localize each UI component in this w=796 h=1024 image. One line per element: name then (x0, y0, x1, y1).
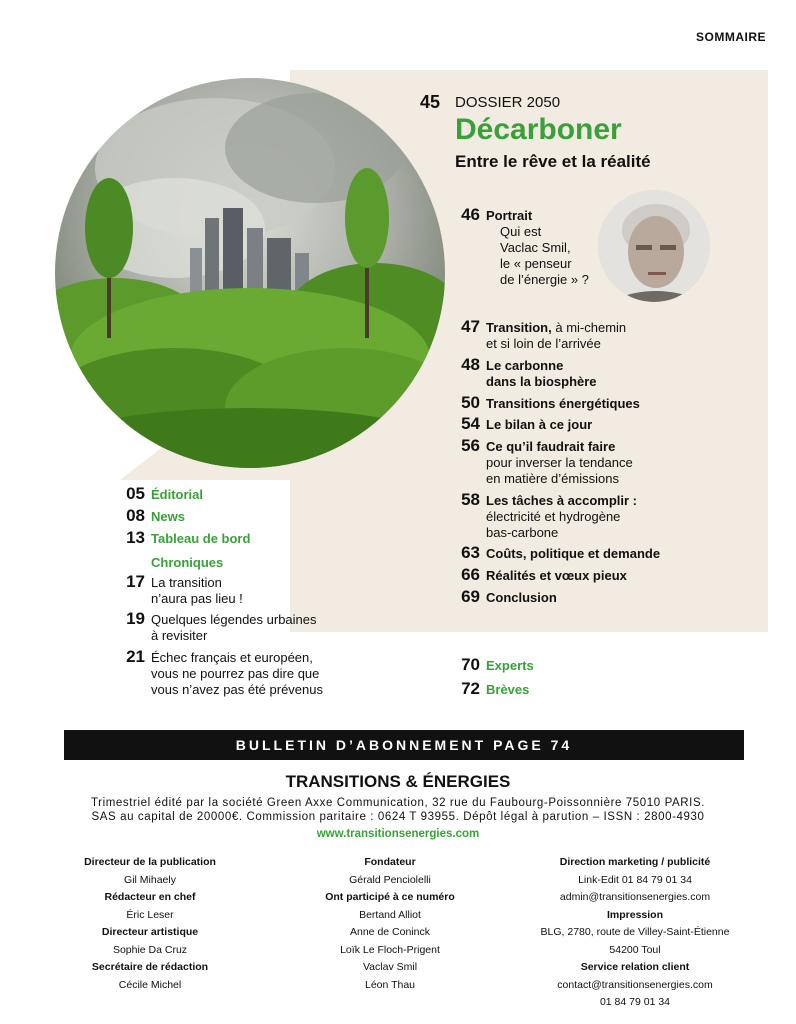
subscription-banner-label: BULLETIN D’ABONNEMENT PAGE 74 (235, 737, 573, 753)
magazine-name: TRANSITIONS & ÉNERGIES (285, 772, 511, 791)
toc-entry-line: vous n’avez pas été prévenus (151, 682, 323, 697)
toc-entry-experts[interactable] (461, 655, 534, 674)
toc-entry-title: Les tâches à accomplir : (486, 493, 638, 508)
cover-illustration (55, 78, 445, 468)
toc-entry-line: dans la biosphère (486, 374, 597, 389)
portrait-photo (598, 190, 710, 302)
toc-entry-title: Brèves (486, 682, 530, 697)
toc-entry-line: n’aura pas lieu ! (151, 591, 243, 606)
toc-entry-title: Le bilan à ce jour (486, 417, 593, 432)
toc-entry-chronique[interactable] (126, 647, 323, 698)
credit-email[interactable]: admin@transitionsenergies.com (559, 891, 711, 903)
credit-value: Éric Leser (126, 908, 174, 921)
toc-entry-portrait[interactable] (461, 205, 589, 288)
credit-heading: Service relation client (580, 961, 690, 973)
toc-page-number: 05 (126, 484, 145, 503)
toc-entry-line: vous ne pourrez pas dire que (151, 666, 320, 681)
toc-page-number: 17 (126, 572, 145, 591)
toc-page-number: 50 (461, 393, 480, 412)
toc-entry-breves[interactable] (461, 679, 530, 698)
toc-entry-title-rest: à mi-chemin (551, 320, 627, 335)
toc-page-number: 13 (126, 528, 145, 547)
credit-heading: Directeur artistique (101, 926, 199, 938)
toc-page-number: 56 (461, 436, 480, 455)
toc-page-number: 63 (461, 543, 480, 562)
subscription-banner[interactable] (64, 730, 744, 760)
credits-column-contributors (290, 854, 490, 994)
credit-heading: Fondateur (364, 856, 416, 868)
toc-entry-chronique[interactable] (126, 609, 317, 644)
toc-entry-title: Éditorial (151, 487, 204, 502)
legal-info: SAS au capital de 20000€. Commission paritaire : 0624 T 93955. Dépôt légal à parution – ISSN : 2800-4930 (91, 811, 705, 823)
credit-value: Gérald Penciolelli (349, 873, 431, 886)
toc-entry[interactable] (461, 317, 627, 352)
toc-entry-line: pour inverser la tendance (486, 455, 633, 470)
toc-entry[interactable] (461, 393, 640, 412)
credit-heading: Ont participé à ce numéro (325, 891, 455, 903)
credit-value: Bertand Alliot (359, 908, 421, 921)
toc-entry-line: La transition (151, 575, 222, 590)
toc-entry-title: Tableau de bord (151, 531, 251, 546)
toc-entry-title: Transitions énergétiques (486, 396, 640, 411)
portrait-line: Qui est (500, 224, 542, 239)
toc-page-number: 21 (126, 647, 145, 666)
dossier-title[interactable]: Décarboner (455, 113, 622, 146)
toc-entry[interactable] (461, 355, 597, 390)
credits-column-editorial (40, 854, 260, 994)
toc-page-number: 48 (461, 355, 480, 374)
credit-email[interactable]: contact@transitionsenergies.com (557, 978, 713, 991)
chroniques-heading: Chroniques (151, 555, 224, 570)
credit-value: Anne de Coninck (350, 926, 430, 938)
credit-value: Cécile Michel (118, 978, 182, 991)
toc-page-number: 72 (461, 679, 480, 698)
toc-entry-title: Coûts, politique et demande (486, 546, 661, 561)
toc-entry-line: et si loin de l’arrivée (486, 336, 601, 351)
dossier-page-number[interactable]: 45 (420, 92, 441, 112)
toc-entry[interactable] (461, 414, 593, 433)
portrait-line: le « penseur (500, 256, 572, 271)
credits-column-business (510, 854, 760, 1012)
toc-entry-title: News (151, 509, 185, 524)
toc-page-number: 47 (461, 317, 480, 336)
credit-heading: Direction marketing / publicité (559, 856, 711, 868)
toc-page-number: 54 (461, 414, 480, 433)
toc-entry[interactable] (461, 490, 638, 541)
toc-entry[interactable] (461, 565, 627, 584)
credit-heading: Impression (606, 908, 664, 921)
dossier-subtitle: Entre le rêve et la réalité (455, 152, 651, 171)
credit-heading: Directeur de la publication (84, 856, 216, 868)
toc-entry-news[interactable] (126, 506, 185, 525)
credit-heading: Secrétaire de rédaction (91, 961, 209, 973)
portrait-line: de l’énergie » ? (500, 272, 589, 287)
toc-entry-line: Échec français et européen, (151, 650, 313, 665)
toc-entry-chronique[interactable] (126, 572, 243, 607)
credit-heading: Rédacteur en chef (104, 891, 196, 903)
toc-entry-title: Portrait (486, 208, 533, 223)
credit-value: Sophie Da Cruz (112, 943, 188, 956)
toc-entry[interactable] (461, 436, 633, 487)
portrait-line: Vaclac Smil, (500, 240, 571, 255)
toc-entry-title: Ce qu’il faudrait faire (486, 439, 616, 454)
city-forest-image (55, 78, 445, 468)
toc-page-number: 19 (126, 609, 145, 628)
toc-page-number: 08 (126, 506, 145, 525)
toc-entry-line: à revisiter (151, 628, 208, 643)
credit-value: Léon Thau (364, 978, 416, 991)
toc-page-number: 46 (461, 205, 480, 224)
dossier-label: DOSSIER 2050 (455, 94, 561, 111)
credit-value: BLG, 2780, route de Villey-Saint-Étienne (540, 926, 730, 938)
credit-value: Loïk Le Floch-Prigent (340, 943, 440, 956)
toc-entry-line: bas-carbone (486, 525, 559, 540)
toc-entry-editorial[interactable] (126, 484, 204, 503)
website-link[interactable]: www.transitionsenergies.com (316, 828, 480, 840)
toc-entry-title: Transition, (486, 320, 552, 335)
toc-entry-title: Réalités et vœux pieux (486, 568, 627, 583)
toc-page-number: 66 (461, 565, 480, 584)
toc-page-number: 70 (461, 655, 480, 674)
section-tag: SOMMAIRE (696, 30, 766, 44)
toc-entry[interactable] (461, 587, 557, 606)
credit-value: 01 84 79 01 34 (599, 996, 671, 1008)
credit-value: Gil Mihaely (124, 873, 176, 886)
toc-entry-tableau-de-bord[interactable] (126, 528, 251, 547)
toc-page-number: 69 (461, 587, 480, 606)
credit-value: 54200 Toul (609, 943, 661, 956)
toc-entry-title: Experts (486, 658, 534, 673)
toc-entry-title: Le carbonne (486, 358, 564, 373)
toc-entry-title: Conclusion (486, 590, 557, 605)
toc-entry-line: électricité et hydrogène (486, 509, 621, 524)
toc-entry-line: en matière d’émissions (486, 471, 619, 486)
credit-value: Vaclav Smil (362, 961, 418, 973)
toc-entry[interactable] (461, 543, 661, 562)
credit-value: Link-Edit 01 84 79 01 34 (578, 873, 692, 886)
toc-entry-line: Quelques légendes urbaines (151, 612, 317, 627)
toc-page-number: 58 (461, 490, 480, 509)
publisher-info: Trimestriel édité par la société Green Axxe Communication, 32 rue du Faubourg-Poissonnière 75010 PARIS. (90, 797, 706, 809)
